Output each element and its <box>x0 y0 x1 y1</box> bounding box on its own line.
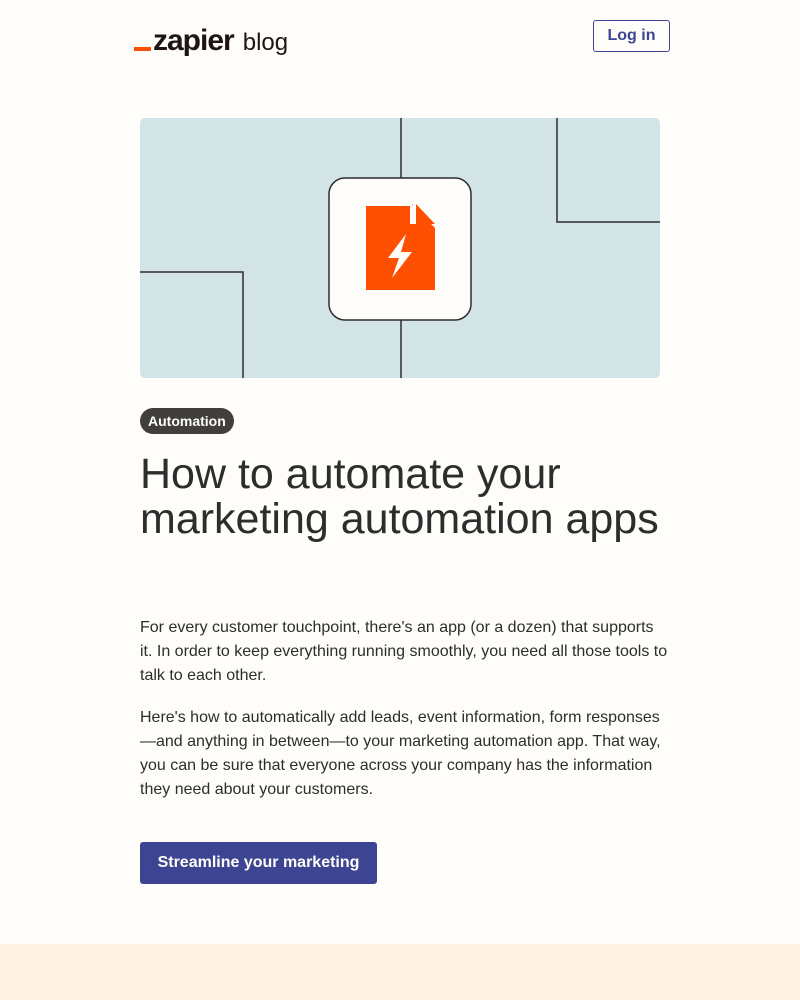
logo-dash <box>134 47 151 51</box>
zapier-blog-logo[interactable] <box>134 22 288 56</box>
document-lightning-icon <box>366 204 435 290</box>
category-tag[interactable]: Automation <box>140 408 234 434</box>
site-header <box>0 0 800 80</box>
hero-illustration <box>140 118 660 378</box>
logo-wordmark: zapier <box>153 24 234 57</box>
article-paragraph-1: For every customer touchpoint, there's an app (or a dozen) that supports it. In order to keep everything running smoothly, you need all those tools to talk to each other. <box>140 619 668 684</box>
login-button[interactable]: Log in <box>593 20 670 52</box>
footer-band <box>0 944 800 1000</box>
hero-image <box>140 118 660 378</box>
logo-blog-label: blog <box>242 29 289 56</box>
article-title: How to automate your marketing automation apps <box>140 450 659 543</box>
streamline-marketing-button[interactable]: Streamline your marketing <box>140 842 377 884</box>
article-paragraph-2: Here's how to automatically add leads, event information, form responses—and anything in between—to your marketing automation app. That way, you can be sure that everyone across your company has the information they need about your customers. <box>140 709 661 798</box>
